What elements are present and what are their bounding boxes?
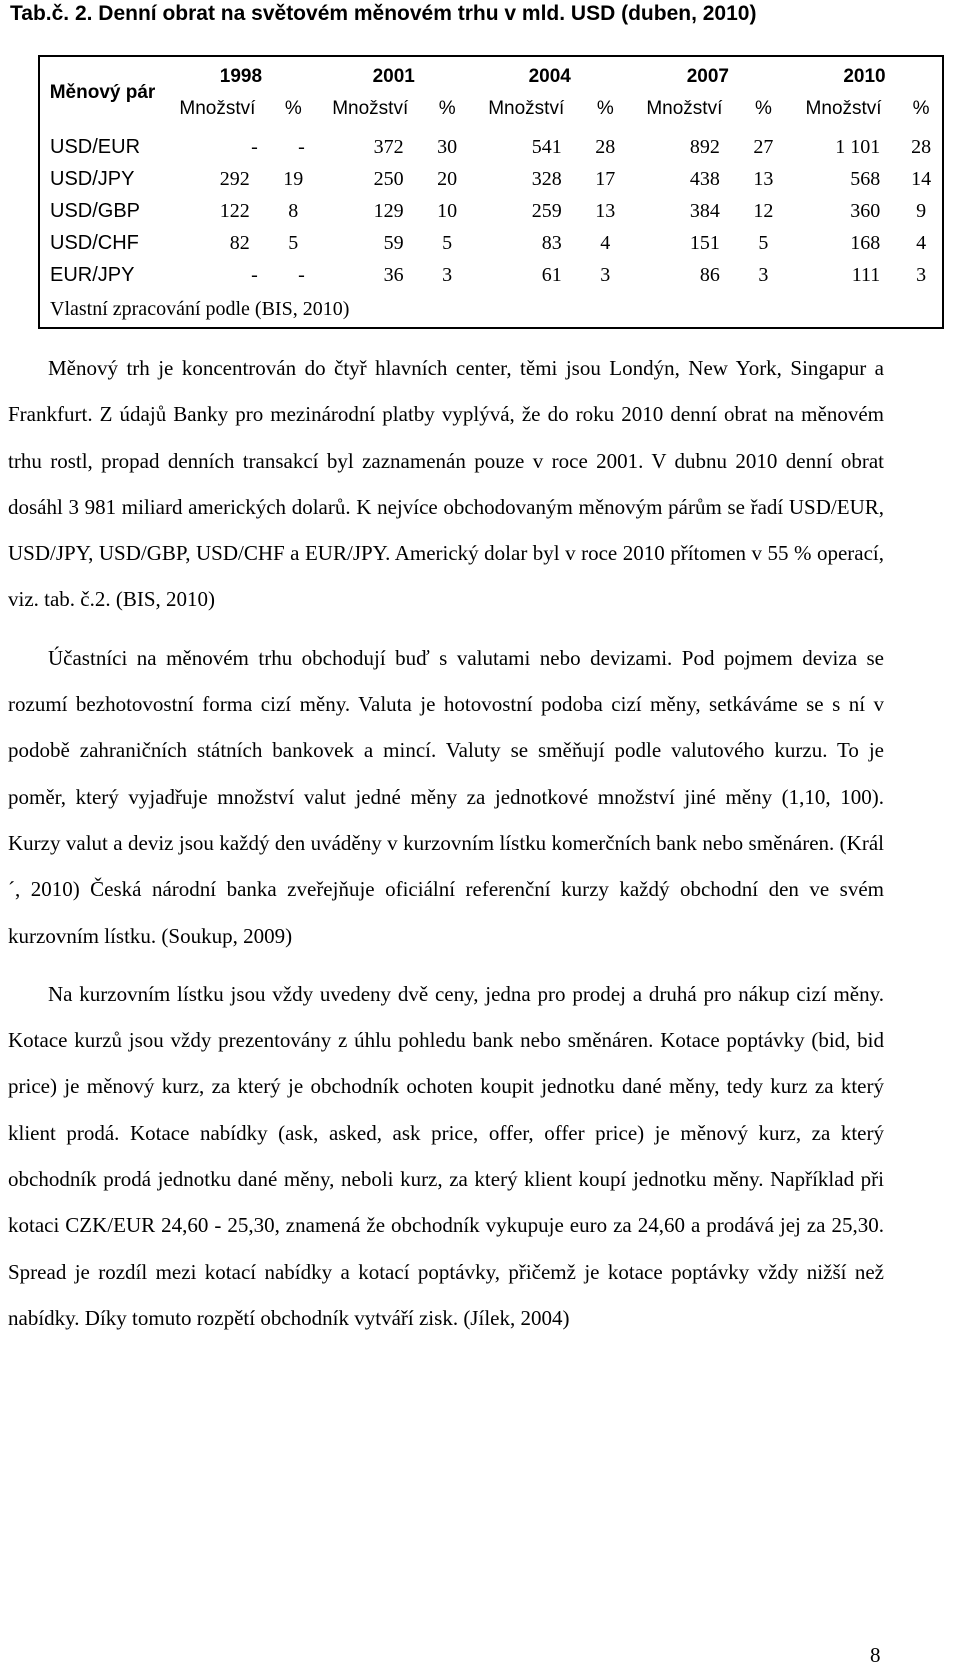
- table-cell: 20: [437, 167, 458, 190]
- currency-pair: EUR/JPY: [50, 263, 135, 286]
- table-cell: 3: [600, 263, 611, 286]
- table-row: [39, 259, 943, 291]
- table-cell: 12: [753, 199, 774, 222]
- table-cell: 8: [288, 199, 299, 222]
- pair-column-header: Měnový pár: [49, 82, 156, 103]
- table-cell: 5: [758, 231, 769, 254]
- table-cell: 4: [916, 231, 927, 254]
- year-header: 2007: [686, 66, 729, 87]
- table-cell: 28: [911, 135, 932, 158]
- table-cell: 3: [916, 263, 927, 286]
- table-cell: 82: [229, 231, 250, 254]
- table-cell: 86: [699, 263, 720, 286]
- quantity-header: Množství: [646, 98, 723, 119]
- percent-header: %: [912, 98, 930, 119]
- turnover-table: [38, 55, 944, 329]
- paragraph: Na kurzovním lístku jsou vždy uvedeny dvě ceny, jedna pro prodej a druhá pro nákup cizí měny. Kotace kurzů jsou vždy prezentovány z úhlu pohledu bank nebo směnáren. Kotace poptávky (bid, bid price) je měnový kurz, za který je obchodník ochoten koupit jednotku dané měny, tedy kurz za který klient prodá. Kotace nabídky (ask, asked, ask price, offer, offer price) je měnový kurz, za který obchodník prodá jednotku dané měny, neboli kurz, za který klient koupí jednotku měny. Například při kotaci CZK/EUR 24,60 - 25,30, znamená že obchodník vykupuje euro za 24,60 a prodává jej za 25,30. Spread je rozdíl mezi kotací nabídky a kotací poptávky, přičemž je kotace poptávky vždy nižší než nabídky. Díky tomuto rozpětí obchodník vytváří zisk. (Jílek, 2004): [8, 981, 884, 1330]
- table-cell: 292: [219, 167, 250, 190]
- table-cell: 250: [373, 167, 404, 190]
- table-cell: 438: [689, 167, 720, 190]
- table-cell: 36: [383, 263, 404, 286]
- table-cell: 259: [531, 199, 562, 222]
- table-cell: 568: [850, 167, 881, 190]
- table-cell: 30: [437, 135, 458, 158]
- source-row: [39, 291, 943, 328]
- table-row: [39, 163, 943, 195]
- table-cell: 28: [595, 135, 616, 158]
- quantity-header: Množství: [805, 98, 882, 119]
- table-cell: 328: [531, 167, 562, 190]
- quantity-header: Množství: [179, 98, 256, 119]
- table-cell: 151: [689, 231, 720, 254]
- currency-pair: USD/GBP: [50, 199, 141, 222]
- table-cell: 27: [753, 135, 774, 158]
- table-cell: 111: [851, 263, 881, 286]
- table-cell: 17: [595, 167, 616, 190]
- table-title: Tab.č. 2. Denní obrat na světovém měnovém trhu v mld. USD (duben, 2010): [10, 2, 757, 25]
- table-cell: -: [251, 135, 258, 158]
- table-cell: 541: [531, 135, 562, 158]
- table-row: [39, 125, 943, 163]
- table-cell: 372: [373, 135, 404, 158]
- table-source-note: Vlastní zpracování podle (BIS, 2010): [50, 297, 350, 320]
- table-cell: 61: [541, 263, 562, 286]
- table-cell: 360: [850, 199, 881, 222]
- table-cell: 5: [442, 231, 453, 254]
- percent-header: %: [596, 98, 614, 119]
- table-cell: 129: [373, 199, 404, 222]
- table-cell: 13: [753, 167, 774, 190]
- percent-header: %: [438, 98, 456, 119]
- quantity-header: Množství: [332, 98, 409, 119]
- year-header-row: [39, 56, 943, 93]
- table-cell: 892: [689, 135, 720, 158]
- table-cell: 168: [850, 231, 881, 254]
- paragraph: Účastníci na měnovém trhu obchodují buď s valutami nebo devizami. Pod pojmem deviza se rozumí bezhotovostní forma cizí měny. Valuta je hotovostní podoba cizí měny, setkáváme se s ní v podobě zahraničních státních bankovek a mincí. Valuty se směňují podle valutového kurzu. To je poměr, který vyjadřuje množství valut jedné měny za jednotkové množství jiné měny (1,10, 100). Kurzy valut a deviz jsou každý den uváděny v kurzovním lístku komerčních bank nebo směnáren. (Král´, 2010) Česká národní banka zveřejňuje oficiální referenční kurzy každý obchodní den ve svém kurzovním lístku. (Soukup, 2009): [8, 645, 884, 948]
- table-cell: 122: [219, 199, 250, 222]
- table-cell: 1 101: [835, 135, 881, 158]
- percent-header: %: [754, 98, 772, 119]
- table-cell: 9: [916, 199, 927, 222]
- year-header: 2001: [372, 66, 415, 87]
- table-cell: 384: [689, 199, 720, 222]
- table-cell: 10: [437, 199, 458, 222]
- year-header: 2004: [528, 66, 571, 87]
- table-cell: 3: [442, 263, 453, 286]
- body-text: [8, 345, 884, 1341]
- table-cell: 3: [758, 263, 769, 286]
- table-cell: 4: [600, 231, 611, 254]
- table-row: [39, 227, 943, 259]
- table-row: [39, 195, 943, 227]
- subheader-row: [39, 93, 943, 125]
- table-cell: -: [298, 263, 305, 286]
- quantity-header: Množství: [488, 98, 565, 119]
- year-header: 1998: [219, 66, 263, 87]
- percent-header: %: [284, 98, 302, 119]
- table-cell: 13: [595, 199, 616, 222]
- table-cell: -: [298, 135, 305, 158]
- paragraph: Měnový trh je koncentrován do čtyř hlavních center, těmi jsou Londýn, New York, Singapur a Frankfurt. Z údajů Banky pro mezinárodní platby vyplývá, že do roku 2010 denní obrat na měnovém trhu rostl, propad denních transakcí byl zaznamenán pouze v roce 2001. V dubnu 2010 denní obrat dosáhl 3 981 miliard amerických dolarů. K nejvíce obchodovaným měnovým párům se řadí USD/EUR, USD/JPY, USD/GBP, USD/CHF a EUR/JPY. Americký dolar byl v roce 2010 přítomen v 55 % operací, viz. tab. č.2. (BIS, 2010): [8, 356, 884, 612]
- page-number: 8: [870, 1643, 881, 1667]
- table-cell: -: [251, 263, 258, 286]
- table-cell: 5: [288, 231, 299, 254]
- currency-pair: USD/JPY: [50, 167, 135, 190]
- year-header: 2010: [843, 66, 886, 87]
- table-cell: 19: [283, 167, 304, 190]
- table-cell: 83: [541, 231, 562, 254]
- table-cell: 59: [383, 231, 404, 254]
- table-cell: 14: [911, 167, 932, 190]
- currency-pair: USD/EUR: [50, 135, 141, 158]
- currency-pair: USD/CHF: [50, 231, 139, 254]
